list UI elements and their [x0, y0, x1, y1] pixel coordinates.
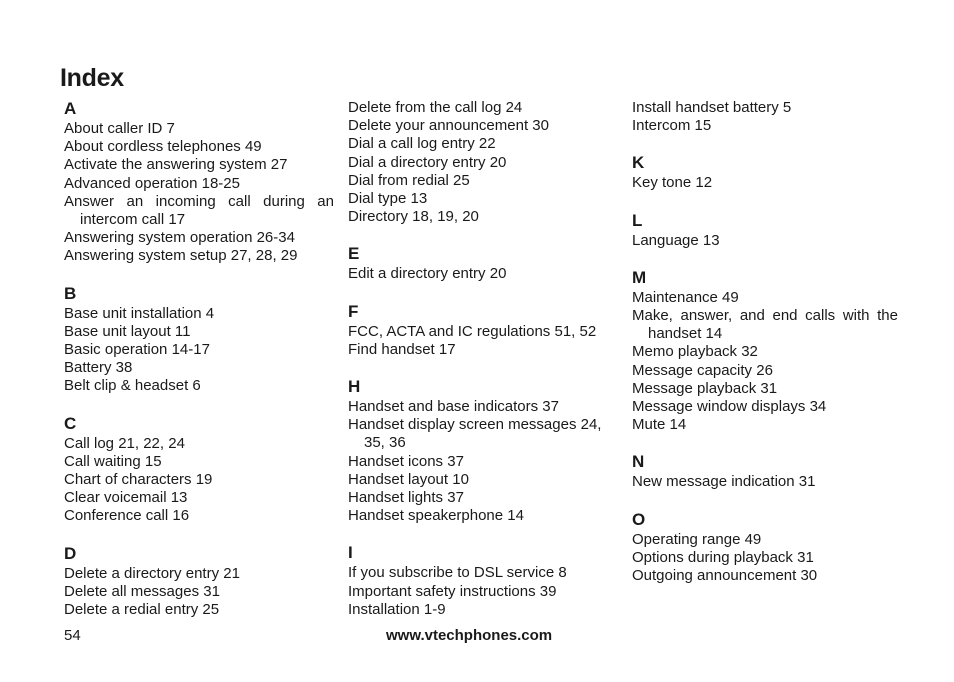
section-letter: N	[632, 452, 645, 472]
index-entry: If you subscribe to DSL service 8	[348, 564, 567, 582]
index-entry: Edit a directory entry 20	[348, 265, 507, 283]
index-entry: Handset layout 10	[348, 470, 469, 488]
index-entry: Chart of characters 19	[64, 471, 213, 489]
index-entry: Maintenance 49	[632, 288, 739, 306]
index-entry: Message playback 31	[632, 379, 778, 397]
index-section-i	[348, 543, 618, 619]
index-entry: Handset and base indicators 37	[348, 398, 559, 416]
page-title: Index	[60, 64, 124, 92]
section-letter: K	[632, 153, 645, 173]
index-entry: Install handset battery 5	[632, 99, 792, 116]
index-entry: Language 13	[632, 231, 720, 249]
index-entry: Handset lights 37	[348, 489, 464, 507]
index-entry: Directory 18, 19, 20	[348, 208, 479, 226]
section-letter: C	[64, 413, 77, 433]
index-section-k	[632, 153, 898, 192]
section-letter: A	[64, 99, 77, 118]
index-entry: Dial a call log entry 22	[348, 135, 496, 153]
index-entry: Operating range 49	[632, 530, 762, 548]
index-entry: Delete your announcement 30	[348, 117, 549, 135]
index-entry: Call log 21, 22, 24	[64, 434, 185, 452]
index-entry: Message capacity 26	[632, 361, 773, 379]
index-entry: Base unit layout 11	[64, 322, 191, 340]
index-entry: Call waiting 15	[64, 452, 162, 470]
index-entry: Message window displays 34	[632, 398, 827, 416]
index-section-d	[64, 544, 334, 620]
index-entry: Clear voicemail 13	[64, 489, 188, 507]
index-entry: Answering system operation 26-34	[64, 229, 295, 247]
index-entry: Outgoing announcement 30	[632, 567, 818, 585]
index-entry: Answering system setup 27, 28, 29	[64, 247, 298, 265]
index-entry: Important safety instructions 39	[348, 582, 557, 600]
section-letter: F	[348, 301, 359, 321]
index-section-f	[348, 302, 618, 359]
index-entry: Installation 1-9	[348, 600, 446, 618]
index-entry: Handset speakerphone 14	[348, 507, 524, 525]
index-section-b	[64, 284, 334, 396]
index-section-o	[632, 510, 898, 586]
index-section-h	[348, 377, 618, 525]
index-entry: Answer an incoming call during an intercom call 17	[64, 192, 334, 229]
index-entry: New message indication 31	[632, 473, 816, 491]
index-column-1	[64, 99, 334, 637]
index-entry: Conference call 16	[64, 507, 190, 525]
section-letter: M	[632, 267, 647, 287]
index-entry: Find handset 17	[348, 340, 456, 358]
index-entry: Battery 38	[64, 359, 133, 377]
index-entry: Mute 14	[632, 416, 687, 434]
index-entry: Advanced operation 18-25	[64, 174, 240, 192]
index-entry: About caller ID 7	[64, 120, 175, 137]
index-section-e	[348, 244, 618, 283]
index-entry: FCC, ACTA and IC regulations 51, 52	[348, 322, 597, 340]
index-entry: Base unit installation 4	[64, 304, 215, 322]
section-letter: H	[348, 377, 361, 397]
index-entry: Handset icons 37	[348, 452, 464, 470]
index-entry: Delete from the call log 24	[348, 99, 523, 116]
index-entry: About cordless telephones 49	[64, 138, 262, 156]
index-entry: Activate the answering system 27	[64, 156, 288, 174]
index-entry: Handset display screen messages 24, 35, 36	[348, 416, 602, 452]
index-section-a	[64, 99, 334, 266]
section-letter: L	[632, 210, 643, 230]
index-entry: Intercom 15	[632, 117, 712, 135]
index-section-l	[632, 211, 898, 250]
index-entry: Dial type 13	[348, 190, 428, 208]
section-letter: D	[64, 543, 77, 563]
section-letter: I	[348, 543, 353, 563]
index-section-n	[632, 452, 898, 491]
section-letter: B	[64, 283, 77, 303]
index-entry: Key tone 12	[632, 174, 713, 192]
index-section-m	[632, 268, 898, 435]
index-section-continued	[632, 99, 898, 135]
index-entry: Make, answer, and end calls with the handset 14	[632, 307, 898, 343]
index-entry: Belt clip & headset 6	[64, 377, 201, 395]
index-column-2	[348, 99, 618, 637]
index-column-3	[632, 99, 898, 603]
index-entry: Memo playback 32	[632, 343, 758, 361]
section-letter: O	[632, 509, 646, 529]
index-entry: Basic operation 14-17	[64, 341, 210, 359]
index-entry: Delete a directory entry 21	[64, 564, 240, 582]
footer-url: www.vtechphones.com	[386, 627, 553, 644]
index-section-continued	[348, 99, 618, 226]
index-entry: Dial from redial 25	[348, 171, 470, 189]
section-letter: E	[348, 244, 360, 264]
index-section-c	[64, 414, 334, 526]
index-entry: Options during playback 31	[632, 548, 814, 566]
page-number: 54	[64, 627, 81, 644]
index-entry: Delete a redial entry 25	[64, 601, 220, 619]
index-entry: Delete all messages 31	[64, 582, 220, 600]
index-entry: Dial a directory entry 20	[348, 153, 507, 171]
